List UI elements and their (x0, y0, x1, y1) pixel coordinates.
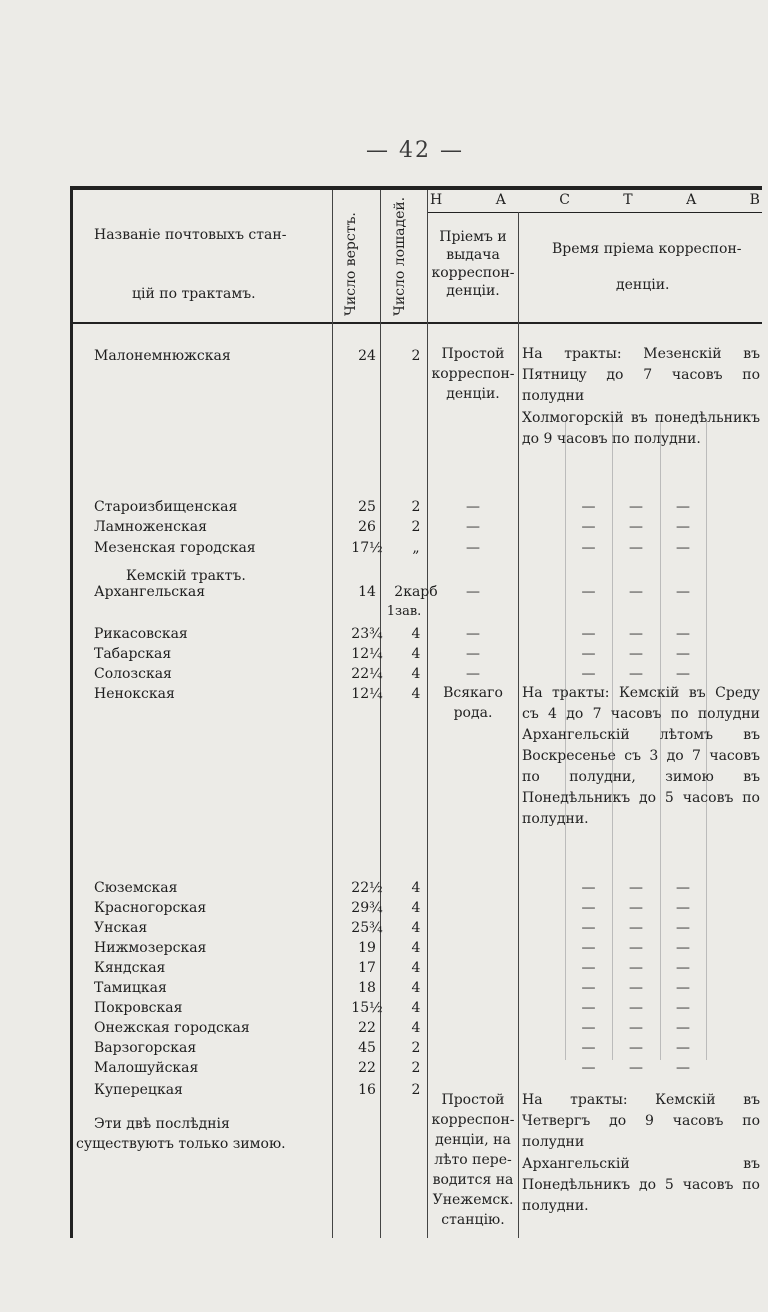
reception-line: корреспон- (431, 366, 515, 382)
versts-value: 29¾ (351, 900, 383, 916)
reception-header-line: выдача (446, 247, 500, 263)
reception-header (429, 228, 517, 300)
empty-cell-dash: — (629, 960, 643, 976)
versts-header: Число верстъ. (343, 212, 359, 316)
versts-value: 45 (358, 1040, 376, 1056)
reception-line: водится на (432, 1172, 514, 1188)
reception-line: корреспон- (431, 1112, 515, 1128)
instruction-letter: С (559, 192, 571, 208)
station-name: Кяндская (94, 960, 166, 976)
station-name: Табарская (94, 646, 172, 662)
station-name: Красногорская (94, 900, 207, 916)
station-name: Варзогорская (94, 1040, 197, 1056)
empty-cell-dash: — (466, 584, 480, 600)
reception-line: станцію. (441, 1212, 505, 1228)
reception-any-kind (428, 683, 518, 723)
time-block-3a: На тракты: Кемскій въ Четвергъ до 9 часовъ по полудни (522, 1092, 760, 1150)
footnote: Эти двѣ послѣднія существуютъ только зимою. (76, 1116, 286, 1152)
versts-value: 17½ (351, 540, 383, 556)
versts-value: 26 (358, 519, 376, 535)
station-name: Староизбищенская (94, 499, 238, 515)
reception-header-line: Пріемъ и (439, 229, 507, 245)
empty-cell-dash: — (581, 900, 596, 916)
empty-cell-dash: — (676, 666, 690, 682)
versts-value: 24 (358, 348, 376, 364)
time-block-1a: На тракты: Мезенскій въ Пятницу до 7 часовъ по полудни (522, 346, 760, 404)
station-name: Ламноженская (94, 519, 207, 535)
empty-cell-dash: — (581, 880, 596, 896)
col-divider-time (518, 212, 519, 1238)
horses-value: 4 (411, 900, 421, 916)
empty-cell-dash: — (629, 980, 643, 996)
empty-cell-dash: — (466, 540, 480, 556)
empty-cell-dash: — (676, 900, 690, 916)
horses-value: 2 (411, 1060, 421, 1076)
horses-value: 4 (411, 880, 421, 896)
empty-cell-dash: — (629, 900, 643, 916)
versts-value: 22 (358, 1020, 376, 1036)
versts-value: 25 (358, 499, 376, 515)
station-name: Тамицкая (94, 980, 167, 996)
empty-cell-dash: — (581, 666, 596, 682)
horses-value: 2карб (394, 584, 438, 600)
empty-cell-dash: — (581, 1020, 596, 1036)
empty-cell-dash: — (581, 940, 596, 956)
station-name: Мезенская городская (94, 540, 256, 556)
instruction-rule (427, 212, 762, 213)
instruction-letter: А (495, 192, 507, 208)
empty-cell-dash: — (581, 584, 596, 600)
kemsky-subheading: Кемскій трактъ. (126, 568, 246, 584)
empty-cell-dash: — (676, 880, 690, 896)
reception-header-line: корреспон- (431, 265, 515, 281)
horses-header: Число лошадей. (392, 196, 408, 316)
versts-value: 22 (358, 1060, 376, 1076)
empty-cell-dash: — (676, 1040, 690, 1056)
instruction-letter: В (749, 192, 760, 208)
table-left-border (70, 186, 73, 1238)
reception-line: Всякаго (443, 685, 503, 701)
empty-cell-dash: — (466, 646, 480, 662)
empty-cell-dash: — (629, 1020, 643, 1036)
versts-value: 23¾ (351, 626, 383, 642)
empty-cell-dash: — (466, 626, 480, 642)
empty-cell-dash: — (629, 646, 643, 662)
empty-cell-dash: — (676, 920, 690, 936)
horses-value: „ (412, 540, 420, 556)
versts-value: 25¾ (351, 920, 383, 936)
station-name: Нижмозерская (94, 940, 207, 956)
station-header-line1: Названіе почтовыхъ стан- (94, 227, 287, 243)
empty-cell-dash: — (629, 519, 643, 535)
empty-cell-dash: — (581, 540, 596, 556)
page-number: — 42 — (366, 138, 464, 163)
empty-cell-dash: — (629, 499, 643, 515)
station-name: Малошуйская (94, 1060, 199, 1076)
empty-cell-dash: — (676, 540, 690, 556)
time-block-1b: Холмогорскій въ понедѣльникъ до 9 часовъ по полудни. (522, 410, 760, 447)
time-block-3b: Архангельскій въ Понедѣльникъ до 5 часовъ по полудни. (522, 1156, 760, 1214)
empty-cell-dash: — (676, 960, 690, 976)
time-header-line2: денціи. (616, 277, 670, 293)
empty-cell-dash: — (676, 646, 690, 662)
empty-cell-dash: — (676, 626, 690, 642)
versts-value: 12¼ (351, 686, 383, 702)
horses-value: 4 (411, 666, 421, 682)
empty-cell-dash: — (581, 980, 596, 996)
horses-value: 2 (411, 1040, 421, 1056)
station-name: Архангельская (94, 584, 206, 600)
empty-cell-dash: — (581, 1040, 596, 1056)
station-name: Покровская (94, 1000, 183, 1016)
horses-value: 4 (411, 920, 421, 936)
station-name: Онежская городская (94, 1020, 250, 1036)
instruction-letters (430, 192, 760, 212)
reception-line: денціи. (446, 386, 500, 402)
reception-header-line: денціи. (446, 283, 500, 299)
empty-cell-dash: — (676, 519, 690, 535)
instruction-letter: Т (623, 192, 633, 208)
horses-value: 2 (411, 1082, 421, 1098)
versts-value: 22½ (351, 880, 383, 896)
reception-simple-3 (428, 1090, 518, 1230)
empty-cell-dash: — (629, 584, 643, 600)
station-name: Унская (94, 920, 148, 936)
horses-value: 4 (411, 626, 421, 642)
empty-cell-dash: — (676, 584, 690, 600)
versts-value: 15½ (351, 1000, 383, 1016)
horses-value: 4 (411, 686, 421, 702)
versts-value: 17 (358, 960, 376, 976)
horses-value: 4 (411, 940, 421, 956)
empty-cell-dash: — (581, 1060, 596, 1076)
reception-line: рода. (453, 705, 493, 721)
empty-cell-dash: — (629, 540, 643, 556)
table-top-border (70, 186, 762, 190)
empty-cell-dash: — (676, 1060, 690, 1076)
horses-value: 2 (411, 519, 421, 535)
reception-simple-1 (428, 344, 518, 404)
empty-cell-dash: — (581, 519, 596, 535)
station-header-line2: цій по трактамъ. (132, 286, 256, 302)
versts-value: 14 (358, 584, 376, 600)
empty-cell-dash: — (581, 626, 596, 642)
empty-cell-dash: — (581, 499, 596, 515)
time-header-line1: Время пріема корреспон- (552, 241, 742, 257)
empty-cell-dash: — (466, 499, 480, 515)
empty-cell-dash: — (629, 1060, 643, 1076)
empty-cell-dash: — (581, 1000, 596, 1016)
station-name: Малонемнюжская (94, 348, 231, 364)
empty-cell-dash: — (629, 666, 643, 682)
reception-line: лѣто пере- (434, 1152, 512, 1168)
empty-cell-dash: — (629, 880, 643, 896)
station-name: Сюземская (94, 880, 178, 896)
horses-value: 2 (411, 348, 421, 364)
empty-cell-dash: — (676, 499, 690, 515)
station-name: Рикасовская (94, 626, 188, 642)
horses-value: 4 (411, 960, 421, 976)
horses-value: 2 (411, 499, 421, 515)
empty-cell-dash: — (629, 940, 643, 956)
versts-value: 12¼ (351, 646, 383, 662)
horses-value: 4 (411, 1020, 421, 1036)
empty-cell-dash: — (629, 626, 643, 642)
empty-cell-dash: — (676, 1020, 690, 1036)
empty-cell-dash: — (629, 1040, 643, 1056)
empty-cell-dash: — (466, 666, 480, 682)
instruction-letter: Н (430, 192, 443, 208)
reception-line: Простой (441, 1092, 505, 1108)
instruction-letter: А (685, 192, 697, 208)
arkhangelsk-extra-horses: 1зав. (386, 604, 422, 619)
reception-line: Унежемск. (432, 1192, 514, 1208)
empty-cell-dash: — (676, 940, 690, 956)
versts-value: 18 (358, 980, 376, 996)
reception-line: Простой (441, 346, 505, 362)
time-block-2: На тракты: Кемскій въ Среду съ 4 до 7 часовъ по полудни Архангельскій лѣтомъ въ Воскресенье съ 3 до 7 часовъ по полудни, зимою въ Понедѣльникъ до 5 часовъ по полудни. (522, 685, 760, 827)
versts-value: 19 (358, 940, 376, 956)
empty-cell-dash: — (581, 920, 596, 936)
empty-cell-dash: — (629, 1000, 643, 1016)
empty-cell-dash: — (466, 519, 480, 535)
empty-cell-dash: — (629, 920, 643, 936)
versts-value: 16 (358, 1082, 376, 1098)
empty-cell-dash: — (581, 646, 596, 662)
horses-value: 4 (411, 1000, 421, 1016)
empty-cell-dash: — (676, 980, 690, 996)
horses-value: 4 (411, 646, 421, 662)
empty-cell-dash: — (676, 1000, 690, 1016)
horses-value: 4 (411, 980, 421, 996)
station-name: Ненокская (94, 686, 175, 702)
header-bottom-rule (73, 322, 762, 324)
station-name: Солозская (94, 666, 172, 682)
empty-cell-dash: — (581, 960, 596, 976)
station-name: Куперецкая (94, 1082, 183, 1098)
reception-line: денціи, на (435, 1132, 511, 1148)
versts-value: 22¼ (351, 666, 383, 682)
